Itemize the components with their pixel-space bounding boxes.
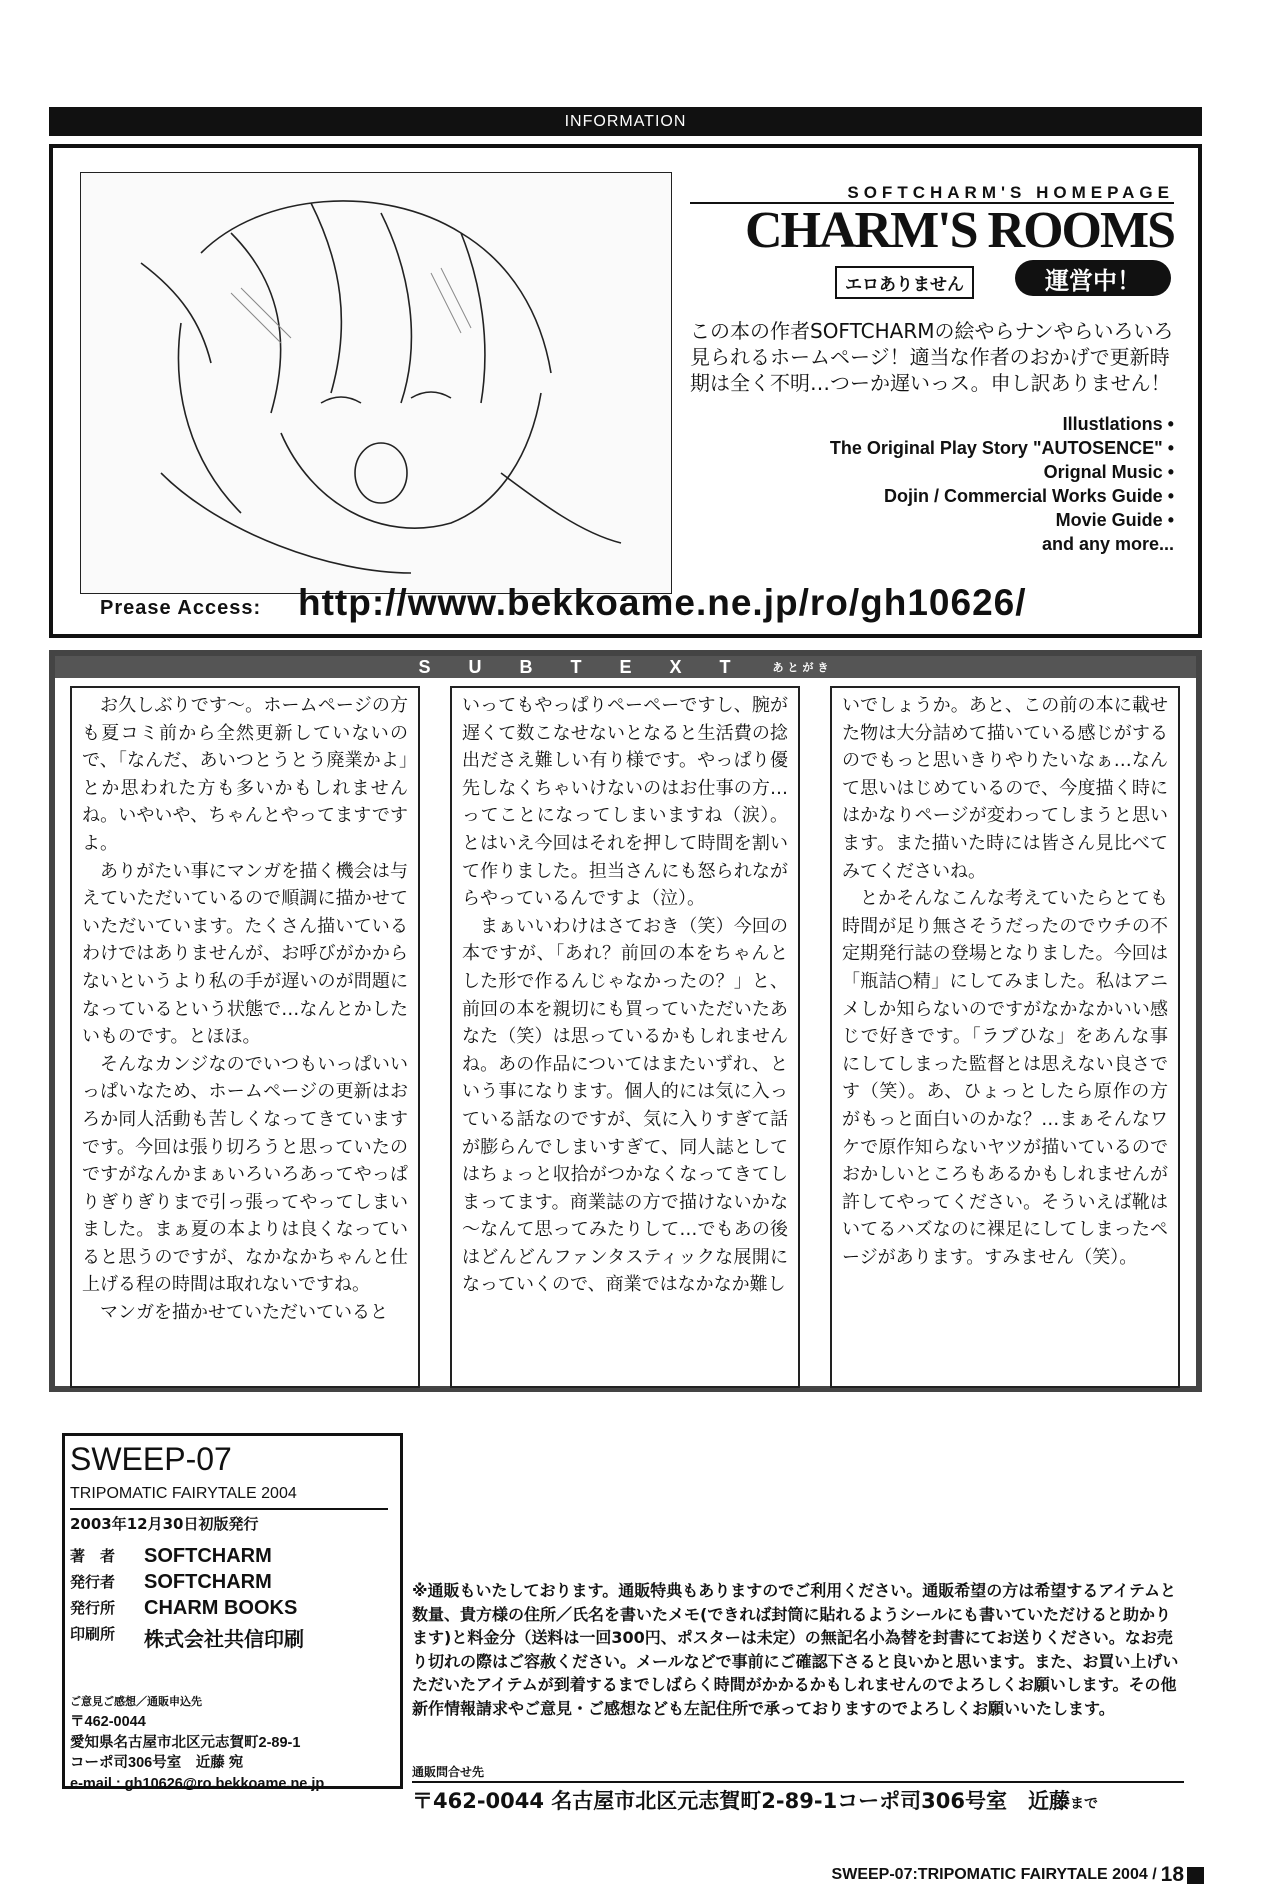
- homepage-feature-list: [690, 412, 1174, 556]
- mail-order-contact-label: 通販問合せ先: [412, 1765, 485, 1779]
- afterword-paragraph: いってもやっぱりペーペーですし、腕が遅くて数こなせないとなると生活費の捻出ださえ難しい有り様です。やっぱり優先しなくちゃいけないのはお仕事の方…ってことになってしまいますね（涙）。とはいえ今回はそれを押して時間を割いて作りました。担当さんにも怒られながらやっているんですよ（泣）。: [462, 695, 788, 910]
- information-header: [49, 107, 1202, 136]
- mail-order-divider: [412, 1781, 1184, 1783]
- book-subtitle: TRIPOMATIC FAIRYTALE 2004: [70, 1485, 297, 1502]
- homepage-label: SOFTCHARM'S HOMEPAGE: [847, 183, 1174, 202]
- feature-item: Orignal Music •: [1043, 462, 1174, 482]
- afterword-paragraph: お久しぶりです～。ホームページの方も夏コミ前から全然更新していないので、「なんだ、あいつとうとう廃業かよ」とか思われた方も多いかもしれませんね。いやいや、ちゃんとやってますですよ。: [82, 695, 408, 854]
- mail-order-address-suffix: まで: [1070, 1796, 1099, 1812]
- credit-role: 発行者: [70, 1573, 116, 1591]
- feature-item: Movie Guide •: [1055, 510, 1174, 530]
- feature-item: The Original Play Story "AUTOSENCE" •: [829, 438, 1174, 458]
- subtext-header: [55, 656, 1196, 678]
- operating-badge: 運営中！: [1015, 260, 1171, 296]
- access-label: Prease Access:: [100, 597, 262, 619]
- page-number: 18: [1160, 1863, 1184, 1886]
- subtext-title: SUBTEXT: [418, 656, 769, 677]
- illustration: [80, 172, 672, 594]
- feature-item: Dojin / Commercial Works Guide •: [883, 486, 1174, 506]
- address-line: コーポ司306号室 近藤 宛: [70, 1755, 244, 1771]
- subtext-subtitle: あとがき: [772, 662, 833, 674]
- afterword-paragraph: そんなカンジなのでいつもいっぱいいっぱいなため、ホームページの更新はおろか同人活動も苦しくなってきていますです。今回は張り切ろうと思っていたのですがなんかまぁいろいろあってやっぱりぎりぎりまで引っ張ってやってしまいました。まぁ夏の本よりは良くなっていると思うのですが、なかなかちゃんと仕上げる程の時間は取れないですね。: [82, 1053, 408, 1296]
- feature-item: and any more...: [1041, 534, 1174, 554]
- book-title: SWEEP-07: [70, 1441, 232, 1477]
- address-line: 愛知県名古屋市北区元志賀町2-89-1: [70, 1734, 301, 1751]
- homepage-title: CHARM'S ROOMS: [745, 202, 1174, 259]
- afterword-paragraph: まぁいいわけはさておき（笑）今回の本ですが、「あれ？前回の本をちゃんとした形で作るんじゃなかったの？」と、前回の本を親切にも買っていただいたあなた（笑）は思っているかもしれませんね。あの作品についてはまたいずれ、という事になります。個人的には気に入っている話なのですが、気に入りすぎて話が膨らんでしまいすぎて、同人誌としてはちょっと収拾がつかなくなってきてしまってます。商業誌の方で描けないかな～なんて思ってみたりして…でもあの後はどんどんファンタスティックな展開になっていくので、商業ではなかなか難し: [462, 915, 788, 1296]
- mail-order-note: ※通販もいたしております。通販特典もありますのでご利用ください。通販希望の方は希望するアイテムと数量、貴方様の住所／氏名を書いたメモ(できれば封筒に貼れるようシールにも書いていただけると助かります)と料金分（送料は一回300円、ポスターは未定）の無記名小為替を封書にてお送りください。なお売り切れの際はご容赦ください。メールなどで事前にご確認下さると良いかと思います。また、お買い上げいただいたアイテムが到着するまでしばらく時間がかかるかもしれませんのでよろしくお願いします。その他新作情報請求やご意見・ご感想なども左記住所で承っておりますのでよろしくお願いいたします。: [412, 1581, 1179, 1718]
- colophon-divider: [70, 1508, 388, 1510]
- mail-order-address-text: 〒462-0044 名古屋市北区元志賀町2-89-1コーポ司306号室 近藤: [412, 1789, 1071, 1813]
- address-label: ご意見ご感想／通販申込先: [70, 1695, 202, 1708]
- no-ero-tag: エロありません: [835, 266, 974, 299]
- contact-address: [70, 1712, 324, 1794]
- feature-item: Illustlations •: [1062, 414, 1174, 434]
- information-label: INFORMATION: [564, 112, 687, 130]
- address-line: 〒462-0044: [70, 1714, 146, 1730]
- page-footer: [832, 1863, 1204, 1887]
- footer-square-mark: [1187, 1867, 1204, 1884]
- character-illustration: [81, 173, 671, 593]
- afterword-paragraph: ありがたい事にマンガを描く機会は与えていただいているので順調に描かせていただいています。たくさん描いているわけではありませんが、お呼びがかからないというより私の手が遅いのが問題になっているという状態で…なんとかしたいものです。とほほ。: [82, 860, 408, 1048]
- credit-value: SOFTCHARM: [144, 1571, 272, 1593]
- afterword-column-1: [70, 686, 420, 1388]
- credit-role: 発行所: [70, 1599, 116, 1617]
- credit-value: 株式会社共信印刷: [144, 1629, 304, 1651]
- credit-value: CHARM BOOKS: [144, 1597, 298, 1619]
- credit-value: SOFTCHARM: [144, 1545, 272, 1567]
- credit-author: [70, 1545, 272, 1568]
- mail-order-address: [412, 1785, 1098, 1815]
- address-line: e-mail : gh10626@ro.bekkoame.ne.jp: [70, 1775, 325, 1792]
- homepage-description: この本の作者SOFTCHARMの絵やらナンやらいろいろ見られるホームページ！適当な作者のおかげで更新時期は全く不明…つーか遅いっス。申し訳ありません！: [690, 319, 1174, 395]
- credit-publishing-house: [70, 1597, 297, 1620]
- homepage-url: http://www.bekkoame.ne.jp/ro/gh10626/: [298, 582, 1027, 623]
- credit-role: 著 者: [70, 1547, 116, 1565]
- afterword-paragraph: いでしょうか。あと、この前の本に載せた物は大分詰めて描いている感じがするのでもっと思いきりやりたいなぁ…なんて思いはじめているので、今度描く時にはかなりページが変わってしまうと思います。また描いた時には皆さん見比べてみてくださいね。: [842, 695, 1168, 882]
- footer-title: SWEEP-07:TRIPOMATIC FAIRYTALE 2004 /: [831, 1866, 1157, 1883]
- credit-role: 印刷所: [70, 1625, 116, 1643]
- afterword-column-2: [450, 686, 800, 1388]
- afterword-paragraph: とかそんなこんな考えていたらとても時間が足り無さそうだったのでウチの不定期発行誌の登場となりました。今回は「瓶詰○精」にしてみました。私はアニメしか知らないのですがなかなかいい感じで好きです。「ラブひな」をあんな事にしてしまった監督とは思えない良さです（笑）。あ、ひょっとしたら原作の方がもっと面白いのかな？…まぁそんなワケで原作知らないヤツが描いているのでおかしいところもあるかもしれませんが許してやってください。そういえば靴はいてるハズなのに裸足にしてしまったページがあります。すみません（笑）。: [842, 888, 1168, 1268]
- publication-date: 2003年12月30日初版発行: [70, 1515, 259, 1533]
- credit-publisher: [70, 1571, 272, 1594]
- credit-printer: [70, 1623, 304, 1652]
- afterword-paragraph: マンガを描かせていただいていると: [100, 1302, 388, 1324]
- afterword-column-3: [830, 686, 1180, 1388]
